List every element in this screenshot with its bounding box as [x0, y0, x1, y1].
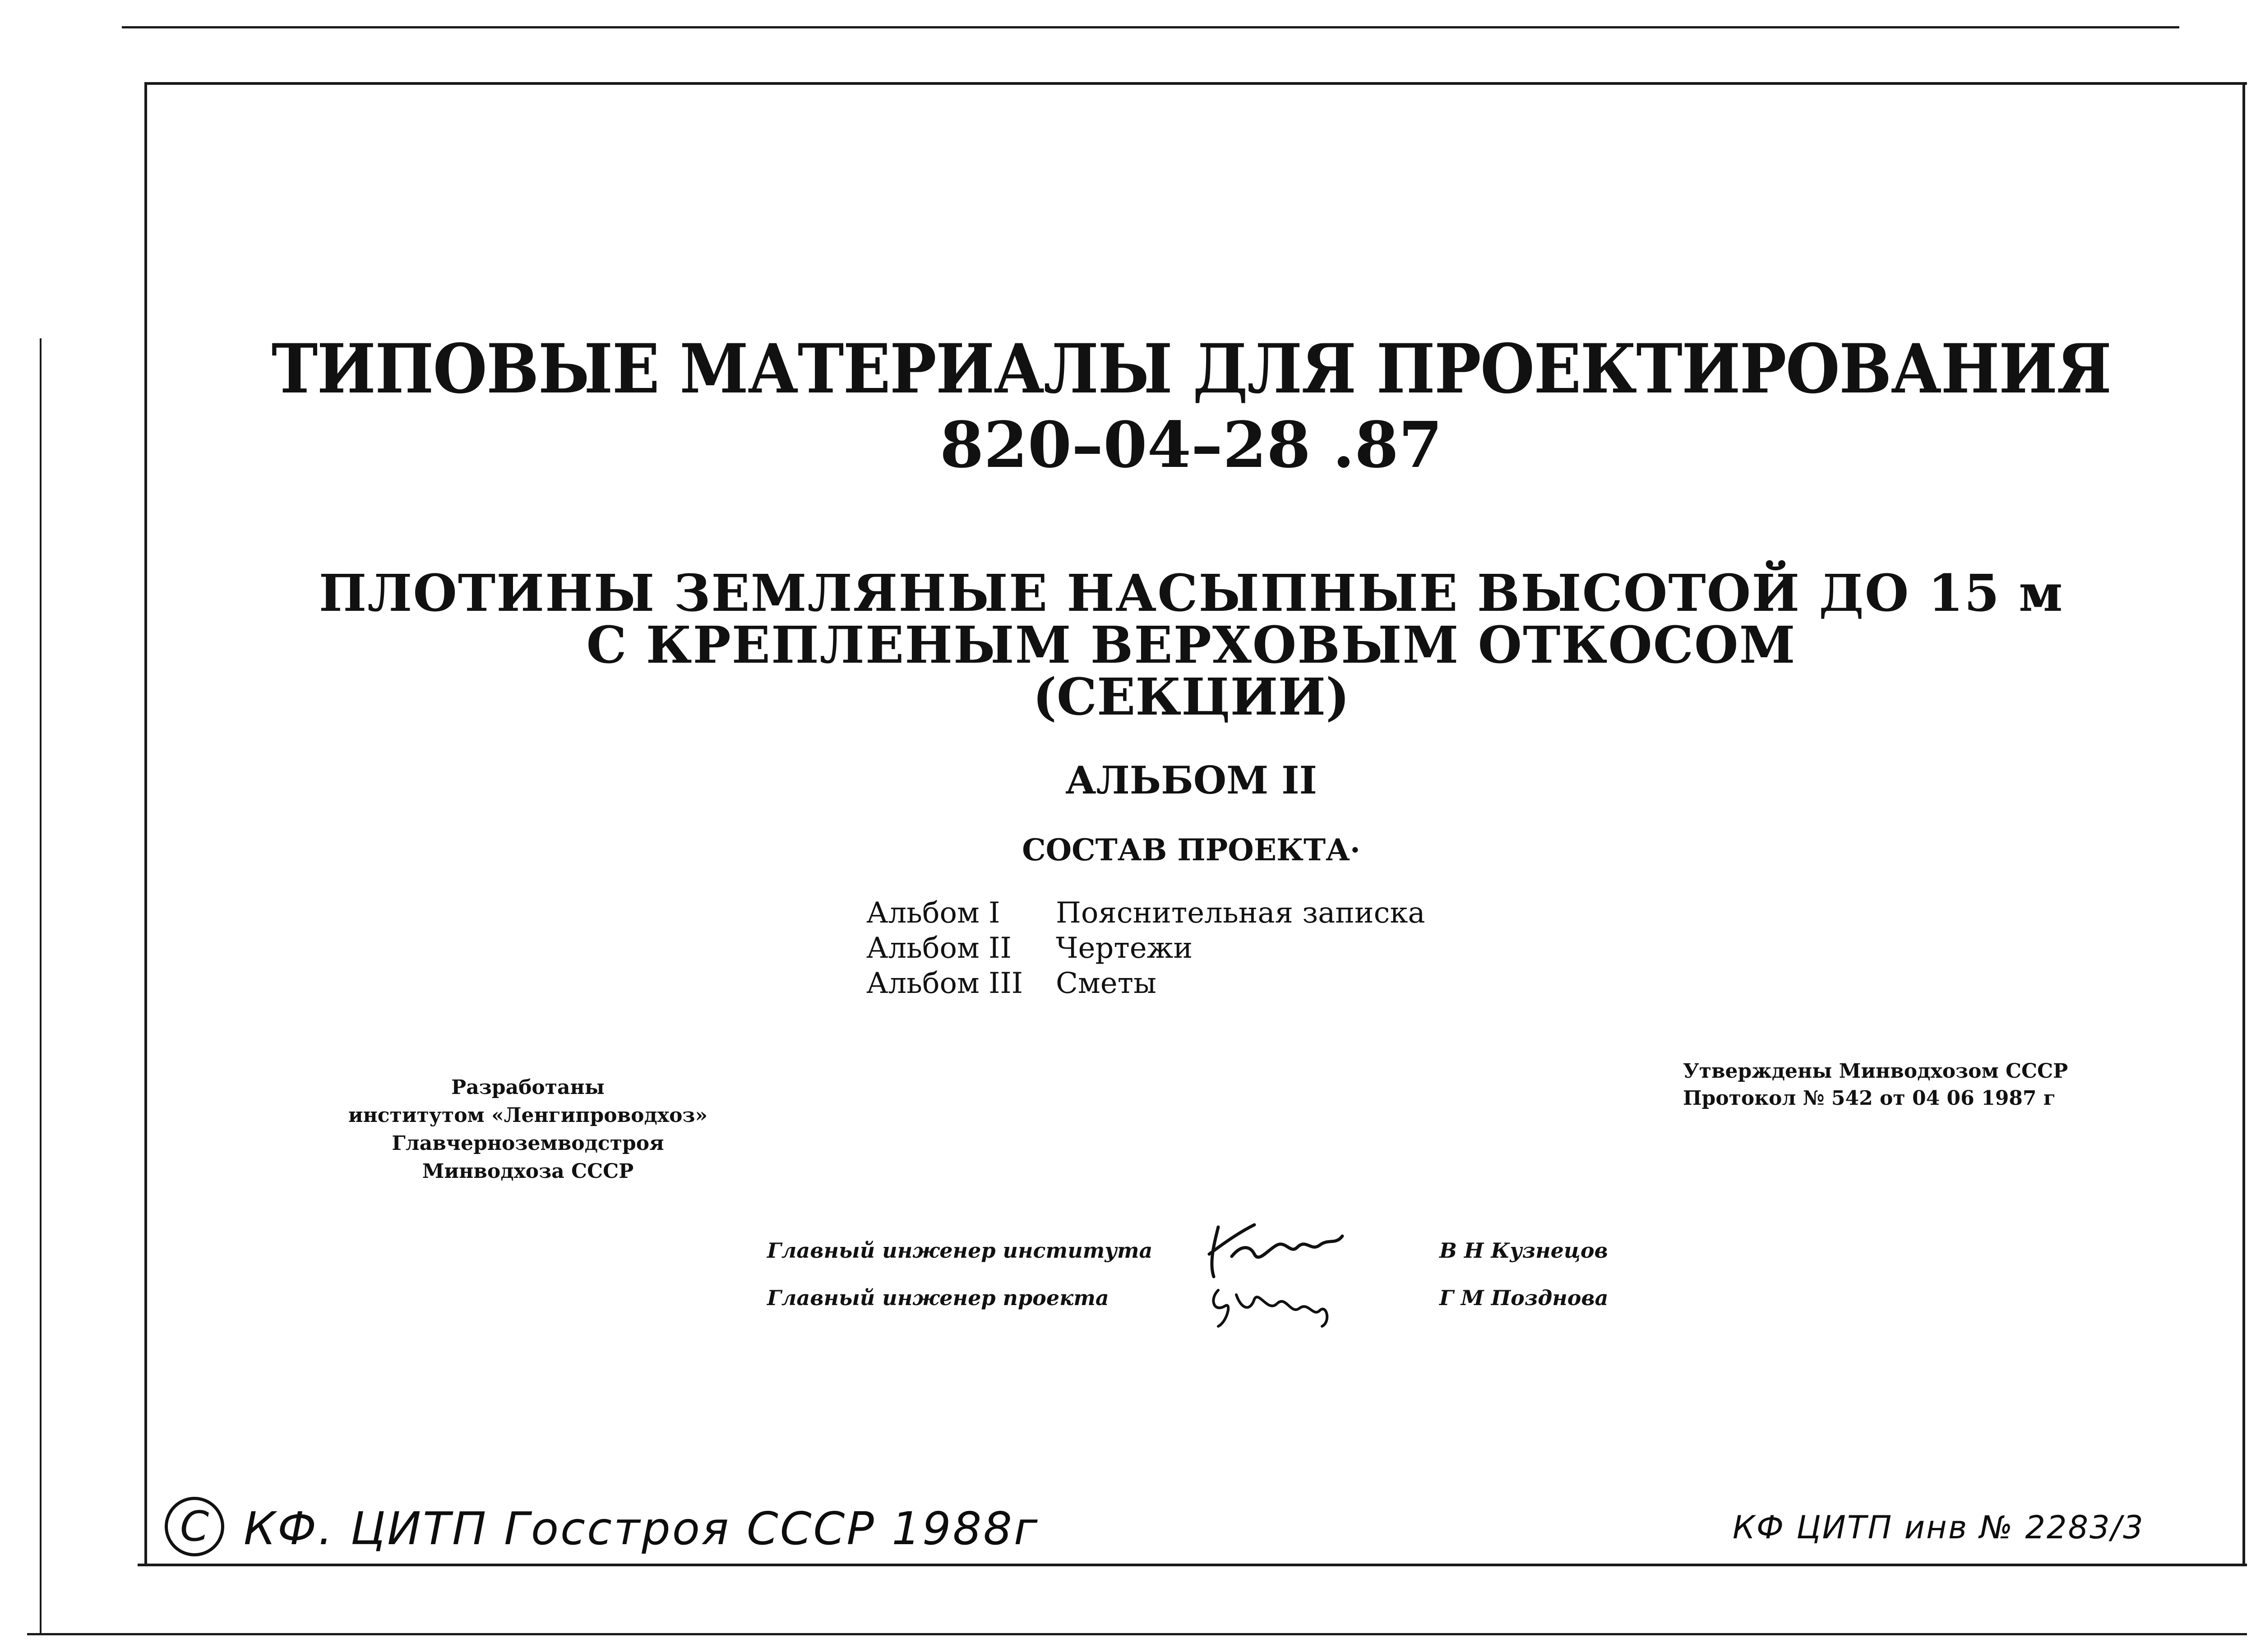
developer-line: институтом «Ленгипроводхоз»	[348, 1104, 708, 1127]
composition-list	[866, 895, 1425, 1001]
developer-line: Главчерноземводстроя	[392, 1132, 664, 1155]
list-item	[866, 895, 1425, 931]
signature-name: Г М Позднова	[1439, 1286, 1609, 1310]
approval-protocol: Протокол № 542 от 04 06 1987 г	[1683, 1087, 2056, 1110]
album-content: Пояснительная записка	[1056, 896, 1425, 930]
album-heading: АЛЬБОМ II	[1065, 758, 1317, 803]
subject-line-3: (СЕКЦИИ)	[1032, 668, 1350, 727]
album-content: Сметы	[1056, 967, 1156, 1000]
signature-role: Главный инженер проекта	[767, 1286, 1109, 1310]
copyright-text: КФ. ЦИТП Госстроя СССР 1988г	[244, 1502, 1040, 1555]
frame-top-line	[144, 82, 2247, 85]
subject-line-1: ПЛОТИНЫ ЗЕМЛЯНЫЕ НАСЫПНЫЕ ВЫСОТОЙ ДО 15 м	[319, 564, 2064, 623]
handwritten-signature	[1205, 1272, 1340, 1331]
developer-line: Минводхоза СССР	[422, 1160, 634, 1183]
document-code: 820–04–28 .87	[939, 408, 1443, 482]
album-number: Альбом III	[866, 967, 1023, 1000]
list-item	[866, 966, 1425, 1001]
signature-role: Главный инженер института	[767, 1238, 1153, 1263]
album-number: Альбом I	[866, 896, 1000, 930]
developer-line: Разработаны	[451, 1076, 605, 1099]
top-edge-line	[122, 26, 2179, 28]
handwritten-signature	[1200, 1214, 1349, 1281]
list-item	[866, 931, 1425, 966]
album-content: Чертежи	[1056, 932, 1193, 965]
signature-name: В Н Кузнецов	[1439, 1238, 1608, 1263]
subject-line-2: С КРЕПЛЕНЫМ ВЕРХОВЫМ ОТКОСОМ	[586, 616, 1796, 675]
copyright-icon: С	[165, 1497, 224, 1556]
developer-block	[334, 1074, 722, 1186]
outer-left-line	[40, 338, 42, 1633]
composition-heading: СОСТАВ ПРОЕКТА·	[1022, 832, 1360, 868]
approval-line: Утверждены Минводхозом СССР	[1683, 1060, 2068, 1083]
frame-right-line	[2242, 82, 2245, 1566]
frame-bottom-line	[138, 1564, 2247, 1566]
approval-block	[1683, 1058, 2068, 1112]
document-series-title: ТИПОВЫЕ МАТЕРИАЛЫ ДЛЯ ПРОЕКТИРОВАНИЯ	[271, 329, 2111, 409]
outer-bottom-line	[27, 1633, 2247, 1635]
inventory-number: КФ ЦИТП инв № 2283/3	[1733, 1509, 2145, 1546]
album-number: Альбом II	[866, 932, 1012, 965]
frame-left-line	[144, 82, 147, 1566]
